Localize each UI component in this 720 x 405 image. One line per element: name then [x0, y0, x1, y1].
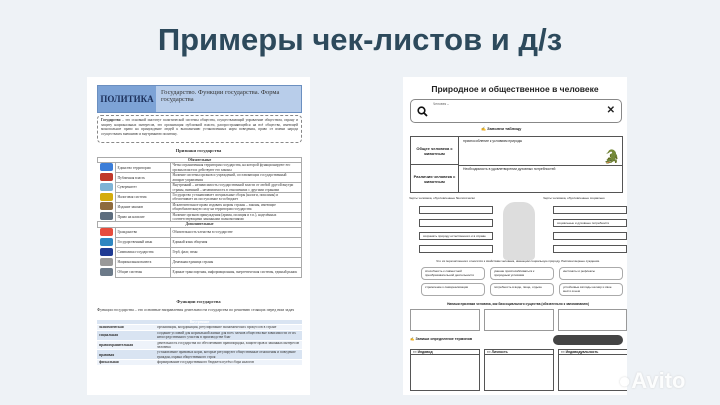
sign-desc: Единые транспортная, информационная, энергетическая системы, единый рынок [170, 267, 302, 277]
fill-table-text: Заполни таблицу [487, 126, 522, 131]
pen-icon: ✍ [481, 126, 486, 131]
term-label: Индивид [417, 350, 433, 354]
table-row [98, 257, 302, 267]
table-row [97, 330, 302, 340]
sign-icon [100, 248, 113, 256]
sign-icon [100, 228, 113, 236]
sign-box-2 [484, 309, 554, 331]
functions-table [97, 320, 302, 366]
table-row [98, 237, 302, 247]
sign-name: Символика государства [115, 247, 170, 257]
search-icon [417, 106, 428, 117]
function-name: фискальная [97, 360, 155, 365]
sign-desc: Государство устанавливает специальные сборы (налоги, пошлины) и обеспечивает их поступление в госбюджет [170, 192, 302, 202]
pen-icon: ✍ [410, 337, 415, 341]
term-label: Индивидуальность [565, 350, 599, 354]
signs-table [97, 157, 302, 278]
table-row [98, 173, 302, 183]
function-desc: деятельность государства по обеспечению правопорядка, защите прав и законных интересов человека [155, 340, 302, 350]
sign-desc: Единый язык общения [170, 237, 302, 247]
row-item-diff: Необходимость в удовлетворении духовных потребностей [463, 167, 556, 171]
crocodile-icon: 🐊 [603, 149, 620, 164]
terms-title-text: Запиши определение терминов [415, 337, 473, 341]
sign-icon [100, 212, 113, 220]
sign-name: Издание законов [115, 202, 170, 212]
option-pill: умение приспосабливаться к природным условиям [490, 267, 554, 280]
sign-desc: Наличие органов принуждения (армия, полиция и т.п.), наделённых соответствующими законными полномочиями [170, 212, 302, 222]
sign-desc: Обязательность членства в государстве [170, 227, 302, 237]
option-pill: стремление к самореализации [421, 283, 485, 296]
section-label: ПОЛИТИКА [98, 86, 156, 112]
sign-icon [100, 258, 113, 266]
sign-name: Единство территории [115, 163, 170, 173]
function-desc: установление правовых норм, которые регулируют общественные отношения и поведение граждан, охрана общественного строя [155, 350, 302, 360]
sign-desc: Наличие системы органов и учреждений, составляющих государственный аппарат управления [170, 173, 302, 183]
social-trait-2: социальные и духовные потребности [553, 219, 627, 227]
sign-icon [100, 238, 113, 246]
social-trait-1 [553, 206, 627, 214]
bio-traits-label: Черты человека, обусловленные биологически [409, 196, 475, 200]
sign-icon [100, 183, 113, 191]
table-row [97, 340, 302, 350]
topic-title: Государство. Функции государства. Форма государства [156, 86, 301, 112]
sign-desc: Герб, флаг, гимн [170, 247, 302, 257]
term-label: Личность [491, 350, 508, 354]
table-row [98, 212, 302, 222]
table-row [98, 267, 302, 277]
social-trait-3 [553, 232, 627, 240]
functions-title: Функции государства [176, 299, 221, 304]
definition-box [97, 115, 302, 143]
function-name: правовая [97, 350, 155, 360]
bio-trait-1 [419, 206, 493, 214]
option-pill: устойчивые взгляды на мир и свое место в нем [559, 283, 623, 296]
table-row [98, 247, 302, 257]
sign-desc: Внутренний – независимость государственной власти от любой другой внутри страны, внешний – независимость в отношениях с другими странами [170, 183, 302, 193]
option-pill: потребность в воде, пище, отдыхе [490, 283, 554, 296]
worksheet-header [97, 85, 302, 113]
bio-signs-question: Напиши признаки человека, как биосоциального существа (обязательно к запоминанию) [447, 302, 589, 306]
human-nature-worksheet-preview [403, 77, 627, 395]
worksheet-title: Природное и общественное в человеке [431, 84, 599, 94]
social-traits-label: Черты человека, обусловленные социально [543, 196, 605, 200]
lying-person-illustration [553, 335, 623, 345]
sign-icon [100, 163, 113, 171]
sign-desc: Денежная единица страны [170, 257, 302, 267]
term-box: ▪▪▪ Индивид [410, 349, 480, 391]
sign-box-3 [558, 309, 627, 331]
bio-trait-2 [419, 219, 493, 227]
functions-intro: Функции государства – это основные направления деятельности государства по решению стоящих перед ним задач [97, 307, 295, 312]
sign-name: Публичная власть [115, 173, 170, 183]
sign-name: Налоговая система [115, 192, 170, 202]
required-header: Обязательные [98, 158, 302, 163]
sign-icon [100, 202, 113, 210]
internal-header: Внутренние [97, 320, 302, 325]
sign-name: Гражданство [115, 227, 170, 237]
slide-title: Примеры чек-листов и д/з [157, 22, 563, 57]
function-name: экономическая [97, 325, 155, 330]
avito-watermark: ●Avito [618, 368, 686, 393]
term-box: ▪▪▪ Личность [484, 349, 554, 391]
function-name: правоохранительная [97, 340, 155, 350]
option-pill: способность к совместной преобразовательной деятельности [421, 267, 485, 280]
bio-trait-3: сохранять природу естественного и в справе [419, 232, 493, 240]
row-head-common: Общее человека с животным [411, 137, 459, 165]
row-item-common: приспособление к условиям природы [463, 139, 523, 143]
table-row [97, 360, 302, 365]
definition-search-box [410, 99, 622, 123]
girl-illustration [503, 202, 535, 260]
additional-header: Дополнительные [98, 222, 302, 227]
sign-desc: Четко ограниченная территория государства, на которой функционируют его органы власти и действуют его законы [170, 163, 302, 173]
table-row [98, 202, 302, 212]
definition-text: – это основной институт политической системы общества, осуществляющий управление обществом, охрану и защиту национальных интересов, это организация публичной власти, распространяющейся на всё общество, имеющей монопольное право на принуждение людей к выполнению установленных норм поведения, право от имени народа осуществлять внешнюю и внутреннюю политику. [101, 118, 298, 136]
sign-name: Суверенитет [115, 183, 170, 193]
fill-table-label [481, 126, 521, 131]
table-row [98, 192, 302, 202]
sign-icon [100, 173, 113, 181]
sign-icon [100, 268, 113, 276]
sign-desc: Исключительное право издавать нормы страны – законы, имеющие общеобязательную силу на территории государства [170, 202, 302, 212]
bio-trait-4 [419, 245, 493, 253]
signs-title: Признаки государства [175, 148, 222, 153]
table-row [98, 183, 302, 193]
sign-name: Право на насилие [115, 212, 170, 222]
table-row [98, 163, 302, 173]
table-row [97, 350, 302, 360]
table-row [98, 227, 302, 237]
sign-box-1 [410, 309, 480, 331]
terms-title [410, 337, 472, 341]
function-desc: организация, координация, регулирование экономических процессов в стране [155, 325, 302, 330]
function-name: социальная [97, 330, 155, 340]
sign-name: Общие системы [115, 267, 170, 277]
close-icon: ✕ [606, 105, 615, 116]
function-desc: создание условий для нормальной жизни для всех членов общества вне зависимости от их непосредственного участия в производстве благ [155, 330, 302, 340]
social-trait-4 [553, 245, 627, 253]
sign-name: Национальная валюта [115, 257, 170, 267]
question-text: Что из перечисленного относится к свойствам человека, имеющим социальную природу. Распиши верные суждения. [436, 259, 600, 263]
politics-worksheet-preview [87, 77, 310, 395]
function-desc: формирование государственного бюджета путём сбора налогов [155, 360, 302, 365]
sign-icon [100, 193, 113, 201]
sign-name: Государственный язык [115, 237, 170, 247]
row-head-diff: Различия человека с животным [411, 165, 459, 193]
search-label: Человек – [433, 102, 449, 106]
term-box: ▪▪▪ Индивидуальность [558, 349, 627, 391]
comparison-table [410, 136, 623, 193]
option-pill: инстинкты и рефлексы [559, 267, 623, 280]
definition-term: Государство [101, 118, 121, 122]
